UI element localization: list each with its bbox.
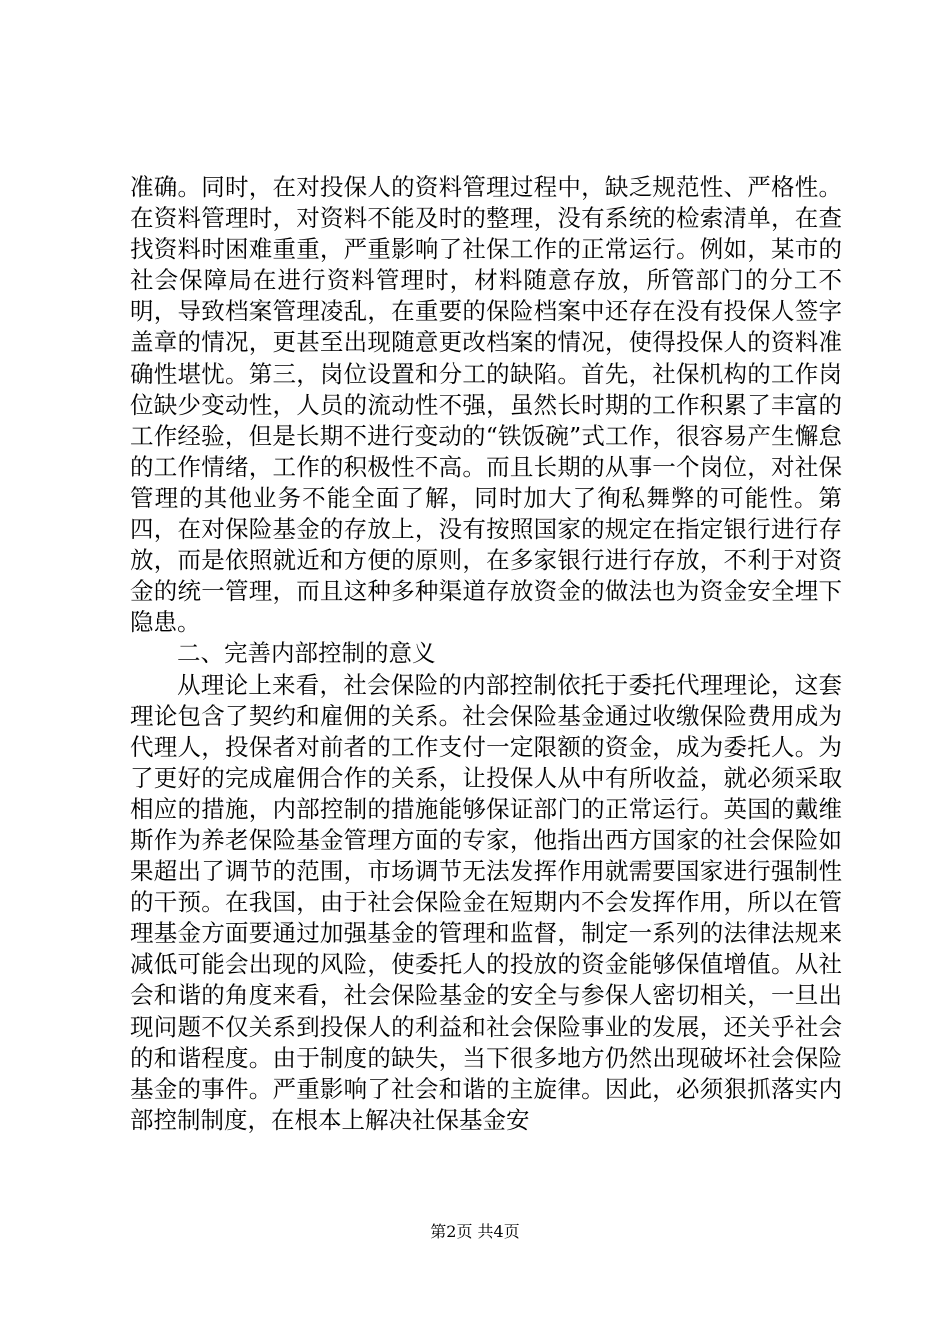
page-footer: 第2页 共4页	[430, 1222, 520, 1241]
body-paragraph-1: 准确。同时，在对投保人的资料管理过程中，缺乏规范性、严格性。在资料管理时，对资料不能及时的整理，没有系统的检索清单，在查找资料时困难重重，严重影响了社保工作的正常运行。例如，某市的社会保障局在进行资料管理时，材料随意存放，所管部门的分工不明，导致档案管理凌乱，在重要的保险档案中还存在没有投保人签字盖章的情况，更甚至出现随意更改档案的情况，使得投保人的资料准确性堪忧。第三，岗位设置和分工的缺陷。首先，社保机构的工作岗位缺少变动性，人员的流动性不强，虽然长时期的工作积累了丰富的工作经验，但是长期不进行变动的“铁饭碗”式工作，很容易产生懈怠的工作情绪，工作的积极性不高。而且长期的从事一个岗位，对社保管理的其他业务不能全面了解，同时加大了徇私舞弊的可能性。第四，在对保险基金的存放上，没有按照国家的规定在指定银行进行存放，而是依照就近和方便的原则，在多家银行进行存放，不利于对资金的统一管理，而且这种多种渠道存放资金的做法也为资金安全埋下隐患。	[130, 173, 842, 637]
body-paragraph-2: 从理论上来看，社会保险的内部控制依托于委托代理理论，这套理论包含了契约和雇佣的关系。社会保险基金通过收缴保险费用成为代理人，投保者对前者的工作支付一定限额的资金，成为委托人。为了更好的完成雇佣合作的关系，让投保人从中有所收益，就必须采取相应的措施，内部控制的措施能够保证部门的正常运行。英国的戴维斯作为养老保险基金管理方面的专家，他指出西方国家的社会保险如果超出了调节的范围，市场调节无法发挥作用就需要国家进行强制性的干预。在我国，由于社会保险金在短期内不会发挥作用，所以在管理基金方面要通过加强基金的管理和监督，制定一系列的法律法规来减低可能会出现的风险，使委托人的投放的资金能够保值增值。从社会和谐的角度来看，社会保险基金的安全与参保人密切相关，一旦出现问题不仅关系到投保人的利益和社会保险事业的发展，还关乎社会的和谐程度。由于制度的缺失，当下很多地方仍然出现破坏社会保险基金的事件。严重影响了社会和谐的主旋律。因此，必须狠抓落实内部控制制度，在根本上解决社保基金安	[130, 670, 842, 1134]
section-heading: 二、完善内部控制的意义	[177, 639, 436, 668]
document-page	[130, 172, 842, 1136]
